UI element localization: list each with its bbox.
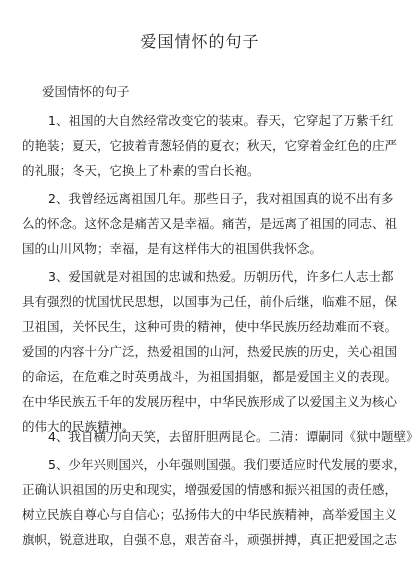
paragraph-line: 正确认识祖国的历史和现实，增强爱国的情感和振兴祖国的责任感，	[22, 482, 398, 497]
page-title: 爱国情怀的句子	[140, 32, 260, 51]
paragraph-line: 的命运，在危难之时英勇战斗，为祖国捐躯，都是爱国主义的表现。	[22, 369, 398, 384]
paragraph-1	[22, 108, 398, 183]
paragraph-line: 具有强烈的忧国忧民思想，以国事为己任，前仆后继，临难不屈，保	[22, 294, 398, 309]
paragraph-line: 的艳装；夏天，它披着青葱轻俏的夏衣；秋天，它穿着金红色的庄严	[22, 138, 398, 153]
paragraph-line: 的伟大的民族精神。	[22, 419, 135, 434]
paragraph-line: 在中华民族五千年的发展历程中，中华民族形成了以爱国主义为核心	[22, 394, 398, 409]
paragraph-line: 树立民族自尊心与自信心；弘扬伟大的中华民族精神，高举爱国主义	[22, 507, 398, 522]
paragraph-2	[22, 186, 398, 261]
paragraph-4	[22, 424, 418, 449]
paragraph-line: 卫祖国，关怀民生，这种可贵的精神，使中华民族历经劫难而不衰。	[22, 319, 398, 334]
paragraph-line: 3、爱国就是对祖国的忠诚和热爱。历朝历代，许多仁人志士都	[48, 269, 394, 284]
section-heading: 爱国情怀的句子	[42, 84, 130, 99]
paragraph-line: 国的山川风物；幸福，是有这样伟大的祖国供我怀念。	[22, 241, 323, 256]
paragraph-line: 1、祖国的大自然经常改变它的装束。春天，它穿起了万紫千红	[48, 113, 394, 128]
paragraph-5	[22, 452, 406, 552]
paragraph-line: 2、我曾经远离祖国几年。那些日子，我对祖国真的说不出有多	[48, 191, 394, 206]
paragraph-line: 么的怀念。这怀念是痛苦又是幸福。痛苦，是远离了祖国的同志、祖	[22, 216, 398, 231]
paragraph-line: 4、我自横刀向天笑，去留肝胆两昆仑。二清：谭嗣同《狱中题壁》	[48, 429, 418, 444]
paragraph-line: 的礼服；冬天，它换上了朴素的雪白长袍。	[22, 163, 260, 178]
paragraph-line: 爱国的内容十分广泛，热爱祖国的山河，热爱民族的历史，关心祖国	[22, 344, 398, 359]
paragraph-3	[22, 264, 398, 439]
paragraph-line: 5、少年兴则国兴，小年强则国强。我们要适应时代发展的要求，	[48, 457, 406, 472]
paragraph-line: 旗帜，锐意进取，自强不息，艰苦奋斗，顽强拼搏，真正把爱国之志	[22, 532, 398, 547]
